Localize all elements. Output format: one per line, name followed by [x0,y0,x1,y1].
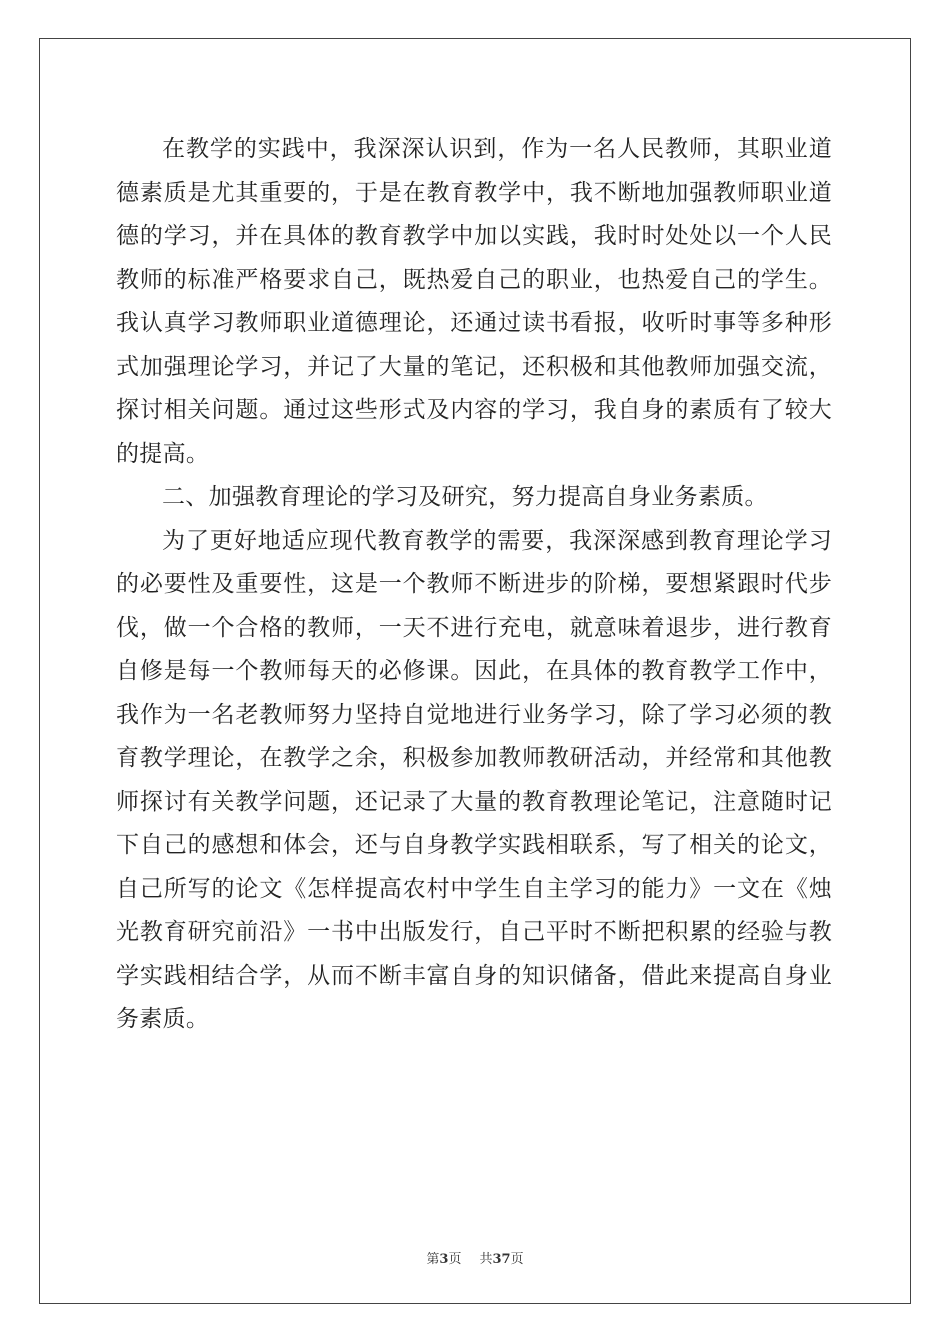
total-unit: 页 [510,1252,524,1267]
page-total: 37 [492,1252,511,1267]
page-footer [0,1248,950,1267]
paragraph-1: 在教学的实践中，我深深认识到，作为一名人民教师，其职业道德素质是尤其重要的，于是在教育教学中，我不断地加强教师职业道德的学习，并在具体的教育教学中加以实践，我时时处处以一个人民教师的标准严格要求自己，既热爱自己的职业，也热爱自己的学生。我认真学习教师职业道德理论，还通过读书看报，收听时事等多种形式加强理论学习，并记了大量的笔记，还积极和其他教师加强交流，探讨相关问题。通过这些形式及内容的学习，我自身的素质有了较大的提高。 [116,136,832,467]
page-unit: 页 [448,1252,462,1267]
paragraph-2-heading: 二、加强教育理论的学习及研究，努力提高自身业务素质。 [162,484,768,510]
document-body [116,128,832,1042]
page-prefix: 第 [426,1252,440,1267]
paragraph-3: 为了更好地适应现代教育教学的需要，我深深感到教育理论学习的必要性及重要性，这是一个教师不断进步的阶梯，要想紧跟时代步伐，做一个合格的教师，一天不进行充电，就意味着退步，进行教育自修是每一个教师每天的必修课。因此，在具体的教育教学工作中，我作为一名老教师努力坚持自觉地进行业务学习，除了学习必须的教育教学理论，在教学之余，积极参加教师教研活动，并经常和其他教师探讨有关教学问题，还记录了大量的教育教理论笔记，注意随时记下自己的感想和体会，还与自身教学实践相联系，写了相关的论文，自己所写的论文《怎样提高农村中学生自主学习的能力》一文在《烛光教育研究前沿》一书中出版发行，自己平时不断把积累的经验与教学实践相结合学，从而不断丰富自身的知识储备，借此来提高自身业务素质。 [116,527,832,1032]
total-prefix: 共 [479,1252,493,1267]
page-current: 3 [439,1252,449,1267]
